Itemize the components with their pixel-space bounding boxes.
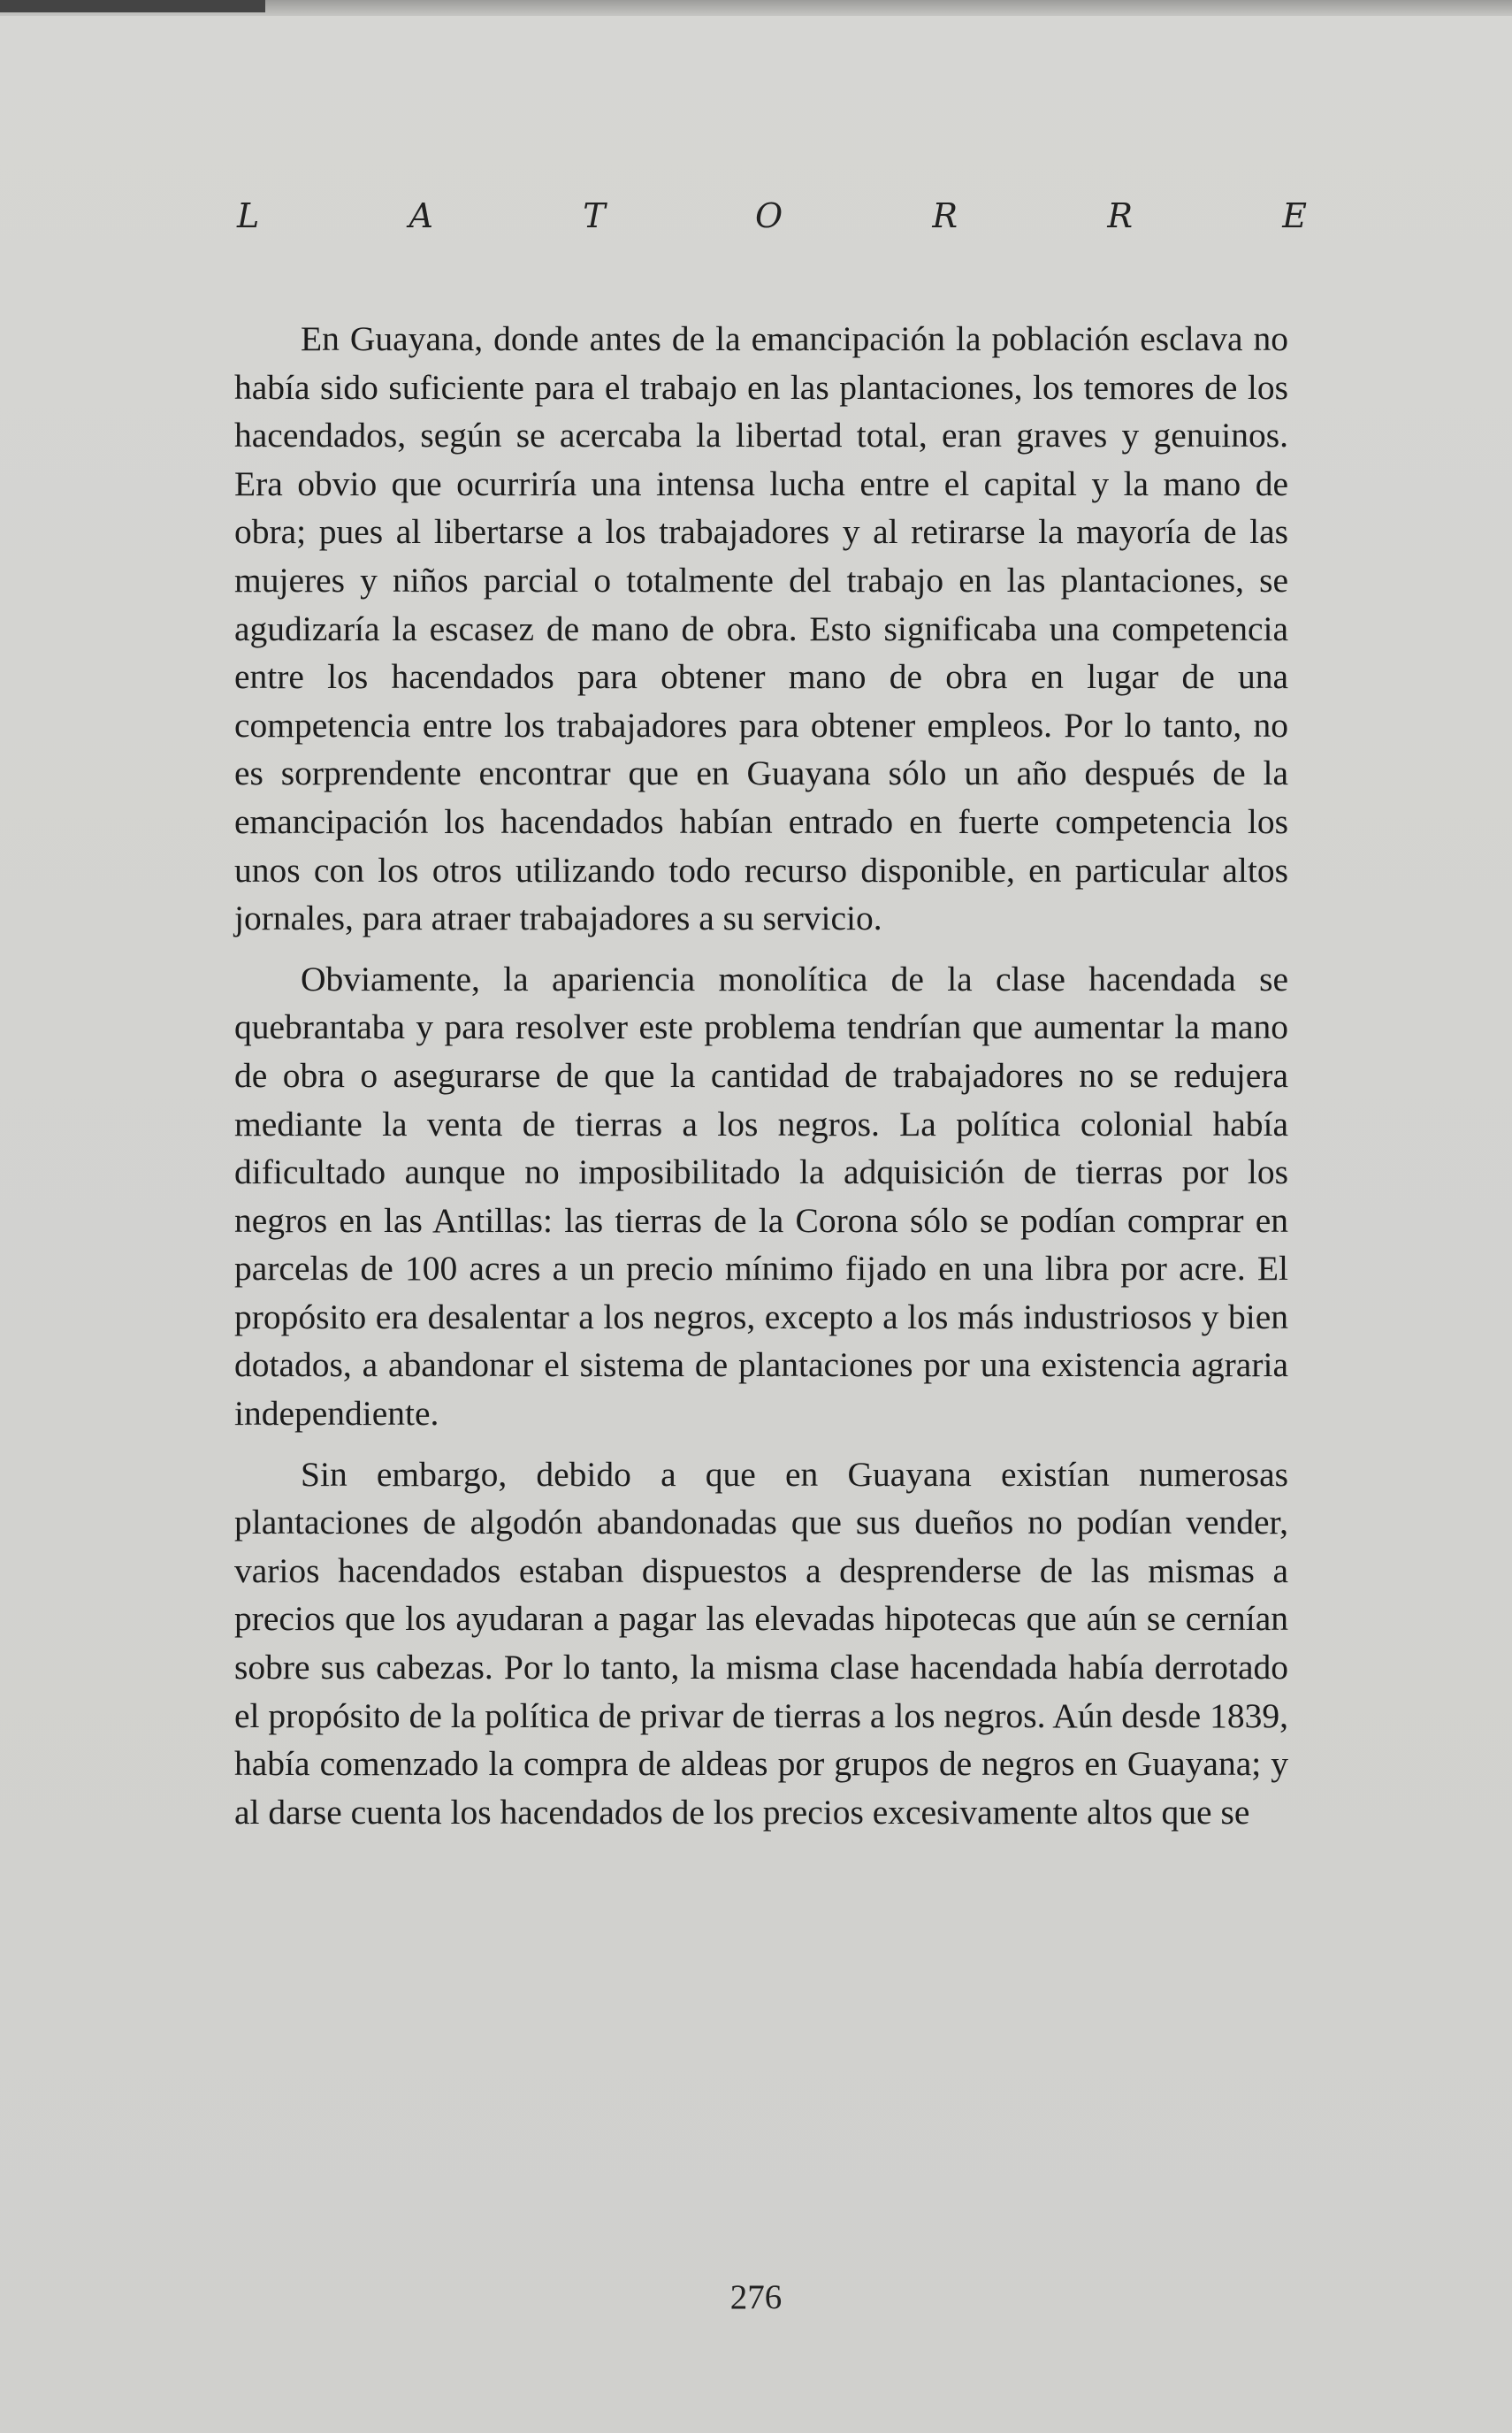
running-head-letter: R	[932, 196, 958, 235]
running-head-letter: L	[237, 196, 260, 235]
paragraph: En Guayana, donde antes de la emancipación la población esclava no había sido suficiente para el trabajo en las plantaciones, los temores de los hacendados, según se acercaba la libertad total, eran graves y genuinos. Era obvio que ocurriría una intensa lucha entre el capital y la mano de obra; pues al libertarse a los trabajadores y al retirarse la mayoría de las mujeres y niños parcial o totalmente del trabajo en las plantaciones, se agudizaría la escasez de mano de obra. Esto significaba una competencia entre los hacendados para obtener mano de obra en lugar de una competencia entre los trabajadores para obtener empleos. Por lo tanto, no es sorprendente encontrar que en Guayana sólo un año después de la emancipación los hacendados habían entrado en fuerte competencia los unos con los otros utilizando todo recurso disponible, en particular altos jornales, para atraer trabajadores a su servicio.	[234, 319, 1288, 938]
paragraph: Obviamente, la apariencia monolítica de la clase hacendada se quebrantaba y para resolver este problema tendrían que aumentar la mano de obra o asegurarse de que la cantidad de trabajadores no se redujera mediante la venta de tierras a los negros. La política colonial había dificultado aunque no imposibilitado la adquisición de tierras por los negros en las Antillas: las tierras de la Corona sólo se podían comprar en parcelas de 100 acres a un precio mínimo fijado en una libra por acre. El propósito era desalentar a los negros, excepto a los más industriosos y bien dotados, a abandonar el sistema de plantaciones por una existencia agraria independiente.	[234, 959, 1288, 1434]
running-head-letter: O	[754, 196, 783, 235]
paragraph: Sin embargo, debido a que en Guayana existían numerosas plantaciones de algodón abandonadas que sus dueños no podían vender, varios hacendados estaban dispuestos a desprenderse de las mismas a precios que los ayudaran a pagar las elevadas hipotecas que aún se cernían sobre sus cabezas. Por lo tanto, la misma clase hacendada había derrotado el propósito de la política de privar de tierras a los negros. Aún desde 1839, había comenzado la compra de aldeas por grupos de negros en Guayana; y al darse cuenta los hacendados de los precios excesivamente altos que se	[234, 1454, 1288, 1832]
running-head-letter: E	[1282, 196, 1307, 235]
page-number: 276	[729, 2278, 783, 2316]
running-head-letter: T	[583, 196, 606, 235]
page-top-shadow	[0, 0, 265, 12]
running-head-letter: R	[1107, 196, 1133, 235]
running-head-letter: A	[409, 196, 433, 235]
running-head	[237, 196, 1307, 246]
body-text	[234, 315, 1288, 1836]
